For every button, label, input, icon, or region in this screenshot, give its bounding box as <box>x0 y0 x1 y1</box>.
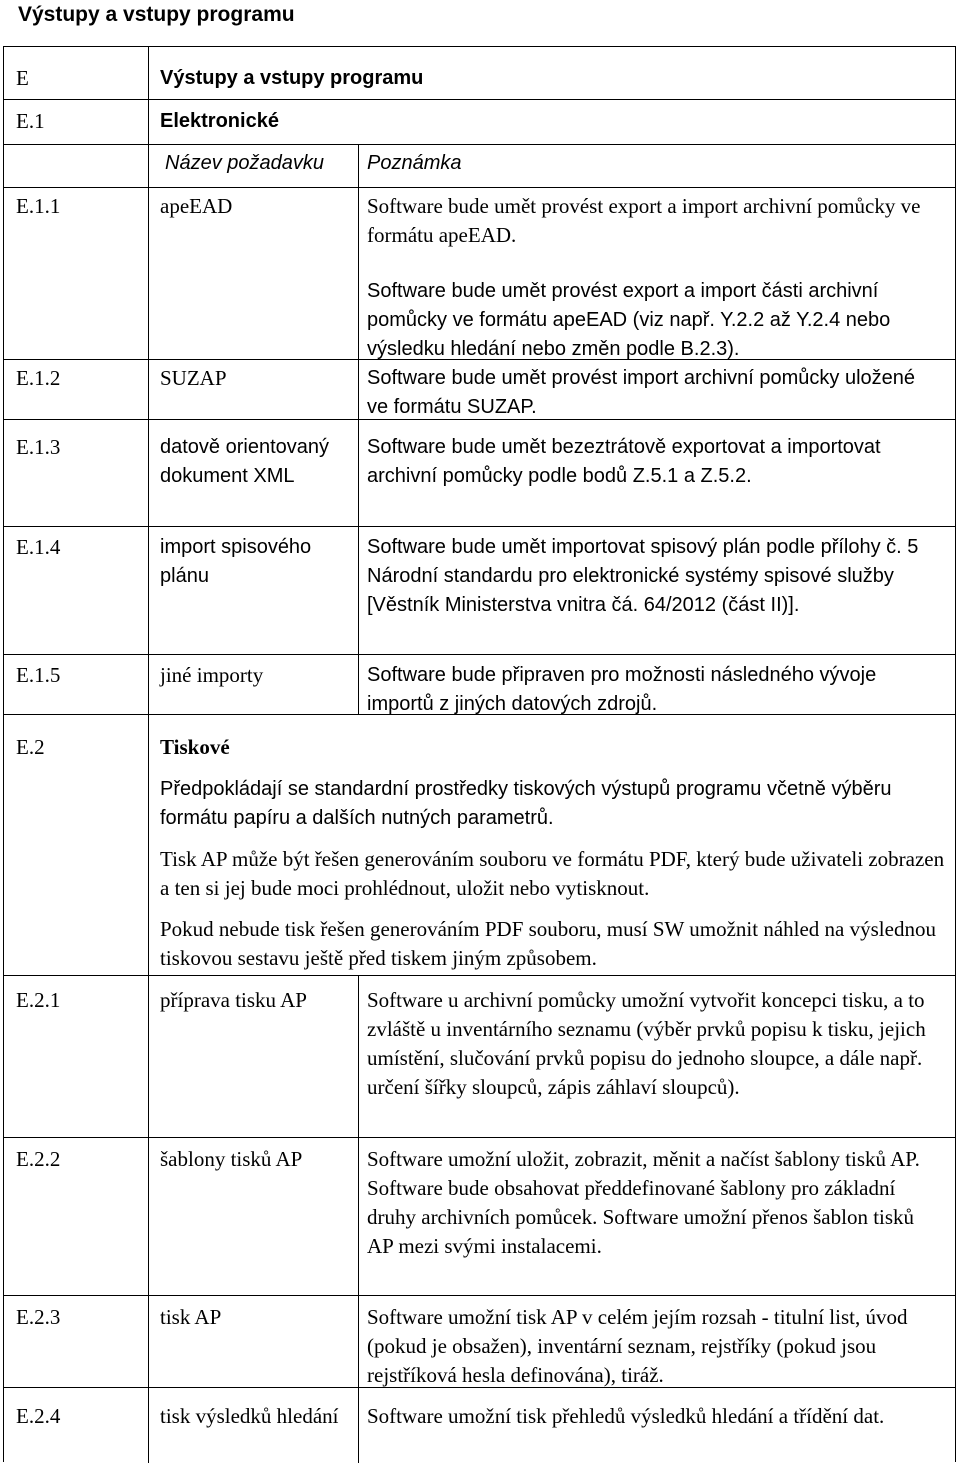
column-header-note: Poznámka <box>367 152 462 174</box>
row-code: E.1.2 <box>16 366 61 390</box>
row-note: Software u archivní pomůcky umožní vytvořit koncepci tisku, a to zvláště u inventárního seznamu (výběr prvků popisu k tisku, jejich umístění, slučování prvků popisu do jednoho sloupce, a dále např. určení šířky sloupců, zápis záhlaví sloupců). <box>367 988 926 1099</box>
subsection-code: E.2 <box>16 735 45 759</box>
subsection-title: Tiskové <box>160 735 230 759</box>
intro-paragraph: Pokud nebude tisk řešen generováním PDF souboru, musí SW umožnit náhled na výslednou tiskovou sestavu ještě před tiskem jiným způsobem. <box>160 917 936 970</box>
row-code: E.1.3 <box>16 435 61 459</box>
row-name: SUZAP <box>160 366 227 390</box>
divider <box>358 144 359 714</box>
row-note: Software bude umět bezeztrátově exportovat a importovat archivní pomůcky podle bodů Z.5.1 a Z.5.2. <box>367 436 881 487</box>
divider <box>4 187 955 188</box>
subsection-title: Elektronické <box>160 110 279 132</box>
intro-paragraph: Tisk AP může být řešen generováním souboru ve formátu PDF, který bude uživateli zobrazen a ten si jej bude moci prohlédnout, uložit nebo vytisknout. <box>160 847 945 900</box>
row-code: E.2.3 <box>16 1305 61 1329</box>
row-code: E.2.2 <box>16 1147 61 1171</box>
divider <box>4 654 955 655</box>
divider <box>148 714 149 1463</box>
divider <box>4 144 955 145</box>
requirements-table <box>3 46 956 1462</box>
row-code: E.1.1 <box>16 194 61 218</box>
divider <box>4 1137 955 1138</box>
row-note: Software bude umět provést export a import archivní pomůcky ve formátu apeEAD. <box>367 194 921 247</box>
row-name: příprava tisku AP <box>160 988 307 1012</box>
row-name: apeEAD <box>160 194 233 218</box>
intro-paragraph: Předpokládají se standardní prostředky tiskových výstupů programu včetně výběru formátu papíru a dalších nutných parametrů. <box>160 778 892 829</box>
row-note: Software umožní uložit, zobrazit, měnit a načíst šablony tisků AP. Software bude obsahovat předdefinované šablony pro základní druhy archivních pomůcek. Software umožní přenos šablon tisků AP mezi svými instalacemi. <box>367 1147 920 1258</box>
divider <box>148 47 149 714</box>
section-title: Výstupy a vstupy programu <box>160 67 424 89</box>
section-code: E <box>16 66 29 90</box>
row-note: Software bude umět provést import archivní pomůcky uložené ve formátu SUZAP. <box>367 367 916 418</box>
divider <box>4 526 955 527</box>
row-name: datově orientovaný dokument XML <box>160 436 330 487</box>
row-name: tisk výsledků hledání <box>160 1404 339 1428</box>
subsection-code: E.1 <box>16 109 45 133</box>
page-title: Výstupy a vstupy programu <box>18 3 295 26</box>
row-name: šablony tisků AP <box>160 1147 303 1171</box>
row-name: import spisového plánu <box>160 536 312 587</box>
row-code: E.1.4 <box>16 535 61 559</box>
row-note: Software umožní tisk AP v celém jejím rozsah - titulní list, úvod (pokud je obsažen), inventární seznam, rejstříky (pokud jsou rejstříková hesla definována), tiráž. <box>367 1305 908 1387</box>
row-note: Software bude umět importovat spisový plán podle přílohy č. 5 Národní standardu pro elektronické systémy spisové služby [Věstník Ministerstva vnitra čá. 64/2012 (část II)]. <box>367 536 919 616</box>
divider <box>4 975 955 976</box>
row-note: Software bude připraven pro možnosti následného vývoje importů z jiných datových zdrojů. <box>367 664 877 715</box>
row-name: tisk AP <box>160 1305 222 1329</box>
column-header-name: Název požadavku <box>165 152 324 174</box>
divider <box>4 1295 955 1296</box>
row-note: Software umožní tisk přehledů výsledků hledání a třídění dat. <box>367 1404 885 1428</box>
row-code: E.2.1 <box>16 988 61 1012</box>
row-note: Software bude umět provést export a import části archivní pomůcky ve formátu apeEAD (viz např. Y.2.2 až Y.2.4 nebo výsledku hledání nebo změn podle B.2.3). <box>367 280 891 360</box>
row-name: jiné importy <box>160 663 264 687</box>
divider <box>358 975 359 1463</box>
row-code: E.1.5 <box>16 663 61 687</box>
divider <box>4 99 955 100</box>
row-code: E.2.4 <box>16 1404 61 1428</box>
